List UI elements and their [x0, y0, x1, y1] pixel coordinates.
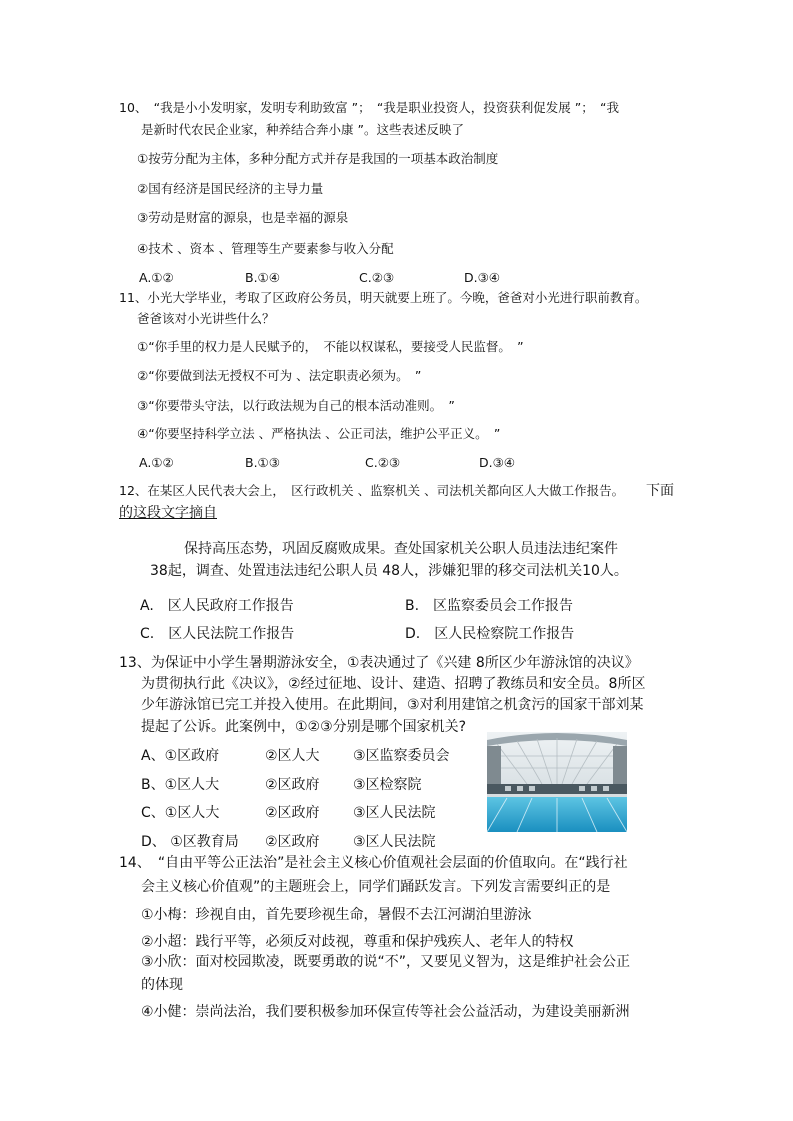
q12-stem-line1-end: 下面: [646, 483, 674, 499]
q10-option-3: ③劳动是财富的源泉，也是幸福的源泉: [137, 210, 349, 225]
q11-stem-line1: 11、小光大学毕业，考取了区政府公务员，明天就要上班了。今晚，爸爸对小光进行职前教育。: [119, 290, 648, 305]
q11-option-4: ④“你要坚持科学立法 、严格执法 、公正司法，维护公平正义。 ”: [137, 426, 501, 441]
q14-option-1: ①小梅：珍视自由，首先要珍视生命，暑假不去江河湖泊里游泳: [141, 907, 532, 923]
q11-choice-b: B.①③: [245, 455, 280, 470]
q13-choice-c-2: ②区政府: [265, 805, 320, 821]
q13-choice-d-3: ③区人民法院: [353, 834, 436, 850]
q14-option-2: ②小超：践行平等，必须反对歧视，尊重和保护残疾人、老年人的特权: [141, 934, 574, 950]
q14-option-3-line2: 的体现: [141, 977, 183, 993]
q12-stem-line2: 的这段文字摘自: [119, 505, 217, 521]
q13-choice-a-1: A、①区政府: [141, 748, 220, 764]
q13-choice-c-3: ③区人民法院: [353, 805, 436, 821]
q14-option-3-line1: ③小欣：面对校园欺凌，既要勇敢的说“不”，又要见义智为，这是维护社会公正: [141, 954, 631, 970]
q10-choice-c: C.②③: [359, 270, 395, 285]
q11-option-3: ③“你要带头守法，以行政法规为自己的根本活动准则。 ”: [137, 398, 455, 413]
q12-quote-line2: 38起，调查、处置违法违纪公职人员 48人，涉嫌犯罪的移交司法机关10人。: [150, 563, 628, 579]
q11-option-1: ①“你手里的权力是人民赋予的， 不能以权谋私，要接受人民监督。 ”: [137, 339, 524, 354]
q12-quote-line1: 保持高压态势，巩固反腐败成果。查处国家机关公职人员违法违纪案件: [184, 541, 618, 557]
q13-choice-a-3: ③区监察委员会: [353, 748, 450, 764]
q11-stem-line2: 爸爸该对小光讲些什么？: [137, 311, 275, 326]
q13-stem-line1: 13、为保证中小学生暑期游泳安全，①表决通过了《兴建 8所区少年游泳馆的决议》: [119, 655, 639, 671]
q12-stem-line1: 12、在某区人民代表大会上， 区行政机关 、监察机关 、司法机关都向区人大做工作报告。: [119, 483, 625, 498]
q10-stem-line2: 是新时代农民企业家，种养结合奔小康 ”。这些表述反映了: [141, 122, 464, 137]
q12-choice-b: B. 区监察委员会工作报告: [405, 598, 574, 614]
q14-stem-line1: 14、 “自由平等公正法治”是社会主义核心价值观社会层面的价值取向。在“践行社: [119, 855, 628, 871]
q13-choice-b-2: ②区政府: [265, 777, 320, 793]
q14-stem-line2: 会主义核心价值观”的主题班会上，同学们踊跃发言。下列发言需要纠正的是: [141, 879, 611, 895]
q10-choice-d: D.③④: [464, 270, 501, 285]
q11-choice-c: C.②③: [365, 455, 401, 470]
q14-option-4: ④小健：崇尚法治，我们要积极参加环保宣传等社会公益活动，为建设美丽新洲: [141, 1004, 630, 1020]
q13-stem-line3: 少年游泳馆已完工并投入使用。在此期间，③对利用建馆之机贪污的国家干部刘某: [141, 697, 644, 713]
q12-choice-d: D. 区人民检察院工作报告: [405, 626, 575, 642]
q12-choice-a: A. 区人民政府工作报告: [140, 598, 294, 614]
q11-choice-a: A.①②: [139, 455, 174, 470]
q11-option-2: ②“你要做到法无授权不可为 、法定职责必须为。 ”: [137, 368, 422, 383]
swimming-pool-photo: [487, 732, 627, 832]
q10-stem-line1: 10、 “我是小小发明家，发明专利助致富 ”； “我是职业投资人，投资获利促发展 ”； “我: [119, 100, 619, 115]
q10-option-2: ②国有经济是国民经济的主导力量: [137, 181, 324, 196]
q10-choice-a: A.①②: [139, 270, 174, 285]
q10-choice-b: B.①④: [245, 270, 280, 285]
q13-stem-line2: 为贯彻执行此《决议》，②经过征地、设计、建造、招聘了教练员和安全员。8所区: [141, 676, 646, 692]
q13-choice-c-1: C、①区人大: [141, 805, 220, 821]
q12-choice-c: C. 区人民法院工作报告: [140, 626, 295, 642]
q11-choice-d: D.③④: [479, 455, 516, 470]
q10-option-4: ④技术 、资本 、管理等生产要素参与收入分配: [137, 241, 394, 256]
q13-choice-d-1: D、 ①区教育局: [141, 834, 239, 850]
q13-stem-line4: 提起了公诉。此案例中，①②③分别是哪个国家机关?: [141, 719, 467, 735]
q13-choice-b-1: B、①区人大: [141, 777, 220, 793]
q13-choice-a-2: ②区人大: [265, 748, 320, 764]
q13-choice-b-3: ③区检察院: [353, 777, 422, 793]
q13-choice-d-2: ②区政府: [265, 834, 320, 850]
q10-option-1: ①按劳分配为主体，多种分配方式并存是我国的一项基本政治制度: [137, 151, 499, 166]
